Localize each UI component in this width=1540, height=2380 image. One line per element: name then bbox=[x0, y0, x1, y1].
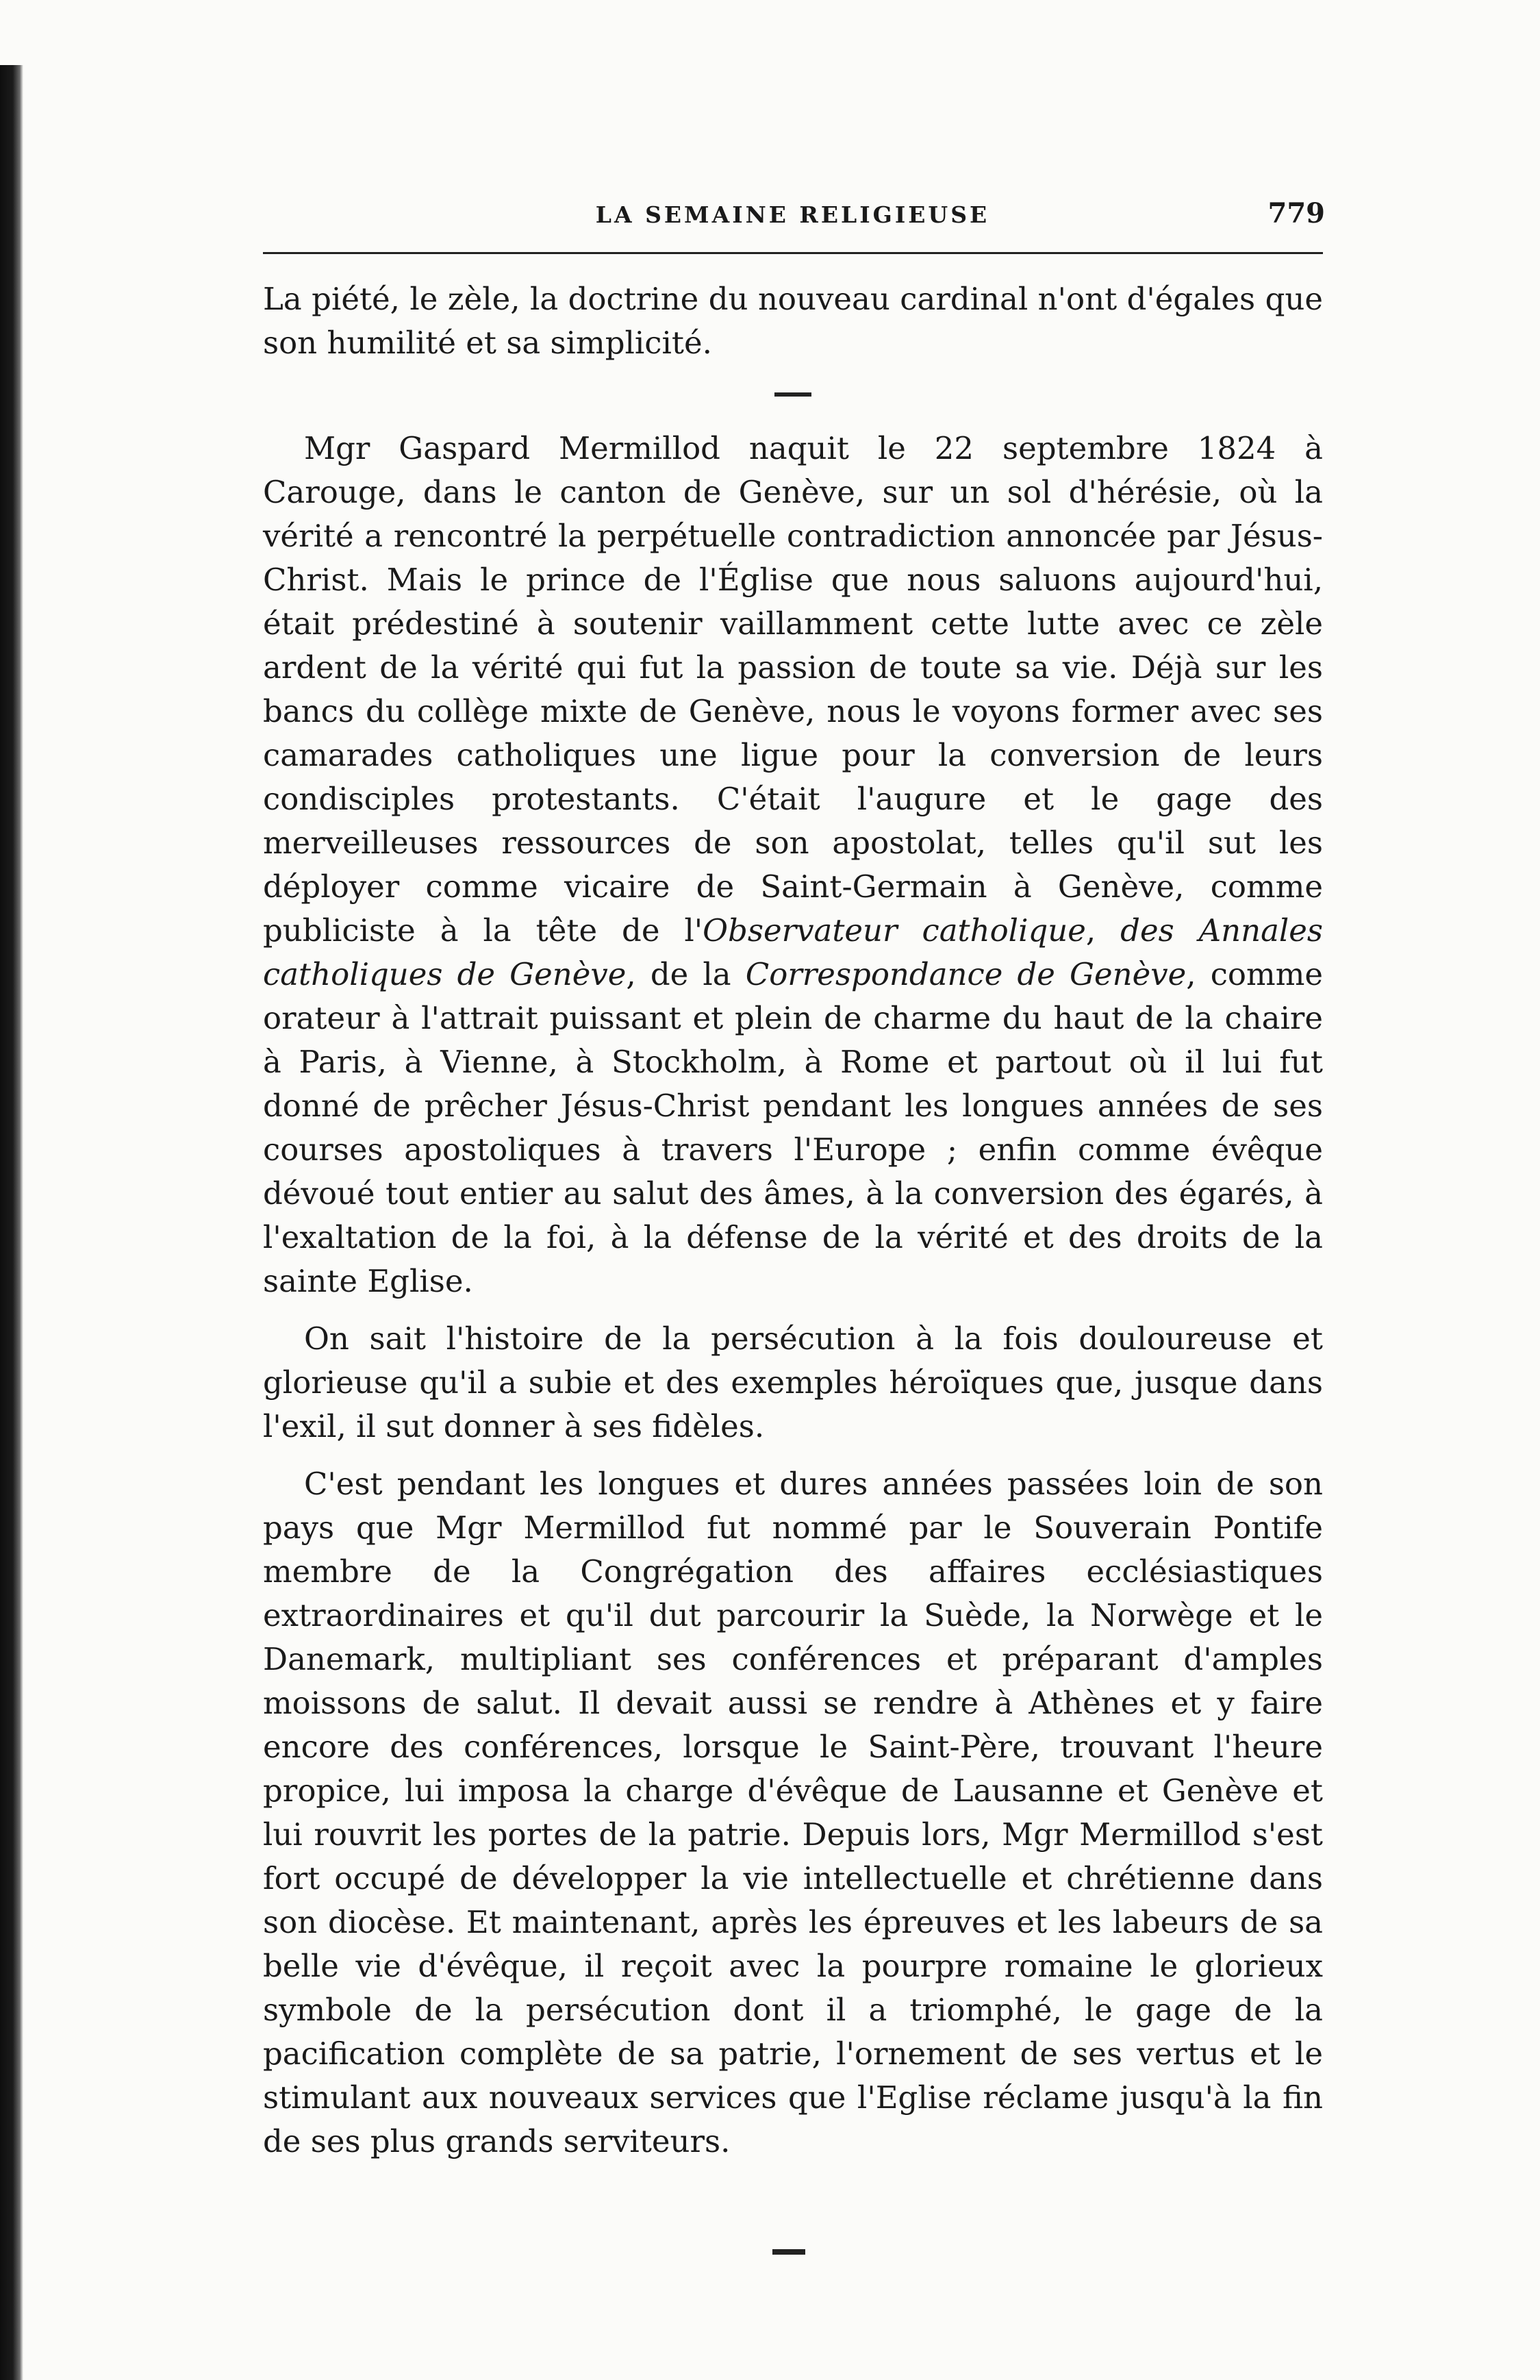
running-title: LA SEMAINE RELIGIEUSE bbox=[595, 201, 990, 228]
paragraph-4: C'est pendant les longues et dures années passées loin de son pays que Mgr Mermillod fut nommé par le Souverain Pontife membre de la Congrégation des affaires ecclésiastiques extraordinaires et qu'il dut parcourir la Suède, la Norwège et le Danemark, multipliant ses conférences et préparant d'amples moissons de salut. Il devait aussi se rendre à Athènes et y faire encore des conférences, lorsque le Saint-Père, trouvant l'heure propice, lui imposa la charge d'évêque de Lausanne et Genève et lui rouvrit les portes de la patrie. Depuis lors, Mgr Mermillod s'est fort occupé de développer la vie intellectuelle et chrétienne dans son diocèse. Et maintenant, après les épreuves et les labeurs de sa belle vie d'évêque, il reçoit avec la pourpre romaine le glorieux symbole de la persécution dont il a triomphé, le gage de la pacification complète de sa patrie, l'ornement de ses vertus et le stimulant aux nouveaux services que l'Eglise réclame jusqu'à la fin de ses plus grands serviteurs. bbox=[263, 1466, 1323, 2159]
paragraph-3: On sait l'histoire de la persécution à la fois douloureuse et glorieuse qu'il a subie et des exemples héroïques que, jusque dans l'exil, il sut donner à ses fidèles. bbox=[263, 1320, 1323, 1444]
title-observateur-catholique: Observateur catholique bbox=[703, 912, 1086, 949]
title-annales-catholiques: des Annales catholiques de Genève bbox=[263, 912, 1324, 992]
article-body bbox=[263, 277, 1323, 2164]
separator-dash bbox=[774, 392, 811, 397]
binding-edge bbox=[0, 65, 23, 2380]
section-separator bbox=[263, 365, 1323, 427]
paragraph-1: La piété, le zèle, la doctrine du nouveau cardinal n'ont d'égales que son humilité et sa simplicité. bbox=[263, 281, 1323, 361]
header-rule bbox=[263, 252, 1323, 254]
title-correspondance-de-geneve: Correspondance de Genève bbox=[745, 956, 1187, 992]
paragraph-2-text-b: , bbox=[1085, 912, 1121, 949]
paragraph-2-text-c: , de la bbox=[626, 956, 746, 992]
paragraph-2-text-d: , comme orateur à l'attrait puissant et plein de charme du haut de la chaire à Paris, à Vienne, à Stockholm, à Rome et partout où il lui fut donné de prêcher Jésus-Christ pendant les longues années de ses courses apostoliques à travers l'Europe ; enfin comme évêque dévoué tout entier au salut des âmes, à la conversion des égarés, à l'exaltation de la foi, à la défense de la vérité et des droits de la sainte Eglise. bbox=[263, 956, 1323, 1299]
paragraph-2-text-a: Mgr Gaspard Mermillod naquit le 22 septembre 1824 à Carouge, dans le canton de Genève, sur un sol d'hérésie, où la vérité a rencontré la perpétuelle contradiction annoncée par Jésus-Christ. Mais le prince de l'Église que nous saluons aujourd'hui, était prédestiné à soutenir vaillamment cette lutte avec ce zèle ardent de la vérité qui fut la passion de toute sa vie. Déjà sur les bancs du collège mixte de Genève, nous le voyons former avec ses camarades catholiques une ligue pour la conversion de leurs condisciples protestants. C'était l'augure et le gage des merveilleuses ressources de son apostolat, telles qu'il sut les déployer comme vicaire de Saint-Germain à Genève, comme publiciste à la tête de l' bbox=[263, 430, 1323, 949]
closing-dash bbox=[772, 2249, 805, 2255]
page-number: 779 bbox=[1267, 197, 1325, 229]
paragraph-2 bbox=[263, 427, 1323, 1303]
page-header bbox=[260, 193, 1325, 234]
